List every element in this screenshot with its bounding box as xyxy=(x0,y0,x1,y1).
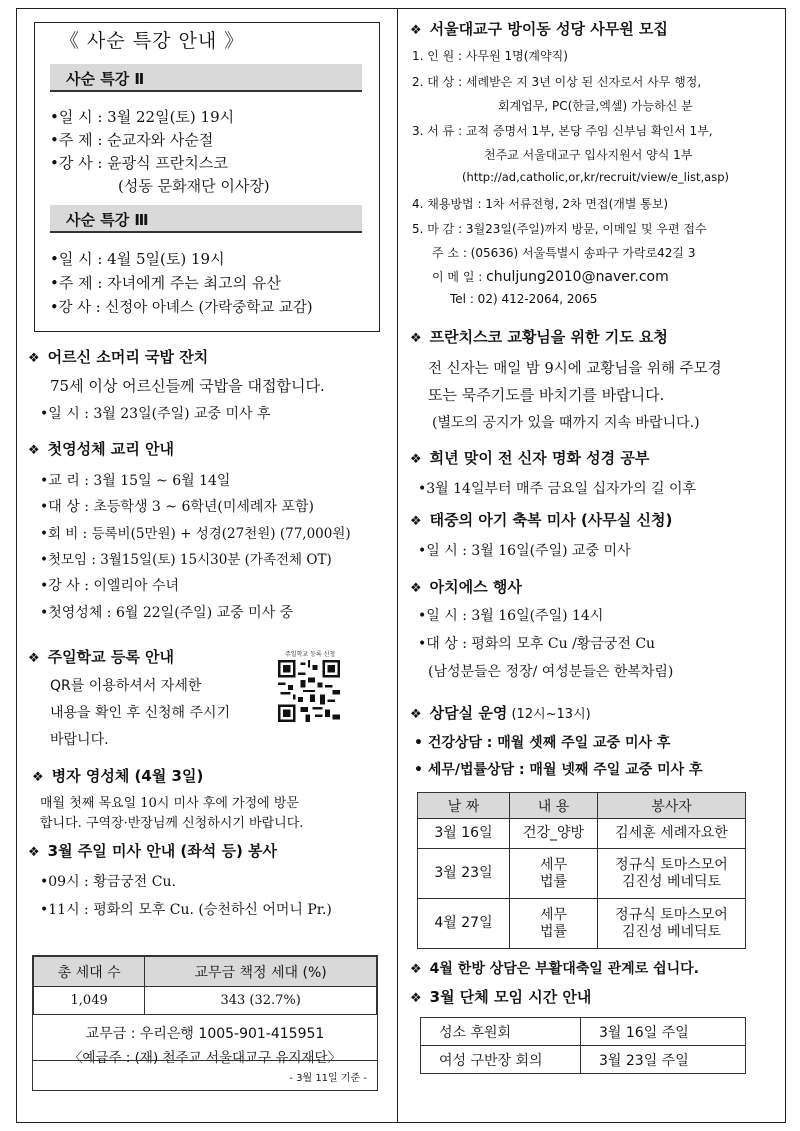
table-cell: 4월 27일 xyxy=(418,899,510,949)
recruit-email-row: 이 메 일 : chuljung2010@naver.com xyxy=(432,269,669,285)
qr-code-icon[interactable] xyxy=(274,660,344,722)
lecture-3-date: •일 시 : 4월 5일(토) 19시 xyxy=(50,250,225,268)
table-cell: 세무 법률 xyxy=(510,849,598,899)
sunday-school-heading: ❖ 주일학교 등록 안내 xyxy=(28,648,175,666)
diamond-bullet-icon: ❖ xyxy=(28,651,40,666)
counsel-heading: ❖ 상담실 운영 (12시~13시) xyxy=(410,704,591,722)
baby-blessing-heading: ❖ 태중의 아기 축복 미사 (사무실 신청) xyxy=(410,511,673,529)
lecture-2-date: •일 시 : 3월 22일(토) 19시 xyxy=(50,108,235,126)
table-row xyxy=(421,1046,746,1074)
table-row xyxy=(418,819,746,849)
table-cell: 3월 16일 주일 xyxy=(581,1018,746,1046)
acies-heading: ❖ 아치에스 행사 xyxy=(410,578,522,596)
table-cell: 여성 구반장 회의 xyxy=(421,1046,581,1074)
sunday-school-line2: 내용을 확인 후 신청해 주시기 xyxy=(50,705,231,721)
first-communion-item: •대 상 : 초등학생 3 ~ 6학년(미세례자 포함) xyxy=(40,499,314,515)
recruit-line: 5. 마 감 : 3월23일(주일)까지 방문, 이메일 및 우편 접수 xyxy=(412,222,707,236)
elder-meal-heading: ❖ 어르신 소머리 국밥 잔치 xyxy=(28,348,209,366)
qr-caption: 주일학교 등록 신청 xyxy=(285,651,336,658)
lecture-2-topic: •주 제 : 순교자와 사순절 xyxy=(50,131,214,149)
table-cell: 건강_양방 xyxy=(510,819,598,849)
diamond-bullet-icon: ❖ xyxy=(28,351,40,366)
acies-line3: (남성분들은 정장/ 여성분들은 한복차림) xyxy=(428,664,674,680)
pope-prayer-line2: 또는 묵주기도를 바치기를 바랍니다. xyxy=(428,386,665,404)
diamond-bullet-icon: ❖ xyxy=(28,845,40,860)
recruit-tel: Tel : 02) 412-2064, 2065 xyxy=(450,292,598,306)
elder-meal-line2: •일 시 : 3월 23일(주일) 교중 미사 후 xyxy=(40,406,271,422)
lecture-3-heading: 사순 특강 Ⅲ xyxy=(50,205,362,233)
diamond-bullet-icon: ❖ xyxy=(28,443,40,458)
lecture-title: 《 사순 특강 안내 》 xyxy=(60,30,245,52)
pope-prayer-line1: 전 신자는 매일 밤 9시에 교황님을 위해 주모경 xyxy=(428,361,722,377)
elder-meal-line1: 75세 이상 어르신들께 국밥을 대접합니다. xyxy=(50,377,325,395)
contribution-table xyxy=(32,955,378,1091)
recruit-line: 2. 대 상 : 세례받은 지 3년 이상 된 신자로서 사무 행정, xyxy=(412,75,702,89)
groups-table xyxy=(420,1017,746,1074)
table-cell: 3월 23일 주일 xyxy=(581,1046,746,1074)
recruit-line: 천주교 서울대교구 입사지원서 양식 1부 xyxy=(484,148,693,162)
counsel-note: ❖ 4월 한방 상담은 부활대축일 관계로 쉽니다. xyxy=(410,961,699,977)
table-row xyxy=(421,1018,746,1046)
sick-communion-line1: 매월 첫째 목요일 10시 미사 후에 가정에 방문 xyxy=(40,796,299,811)
table-header: 봉사자 xyxy=(598,793,746,819)
acies-line2: •대 상 : 평화의 모후 Cu /황금궁전 Cu xyxy=(418,636,656,652)
bank-account: 교무금 : 우리은행 1005-901-415951 xyxy=(85,1026,325,1042)
meditation-heading: ❖ 희년 맞이 전 신자 명화 성경 공부 xyxy=(410,449,650,467)
diamond-bullet-icon: ❖ xyxy=(410,23,422,38)
diamond-bullet-icon: ❖ xyxy=(410,581,422,596)
baby-blessing-line1: •일 시 : 3월 16일(주일) 교중 미사 xyxy=(418,543,631,559)
recruit-line: 주 소 : (05636) 서울특별시 송파구 가락로42길 3 xyxy=(432,246,696,260)
date-note: - 3월 11일 기준 - xyxy=(289,1073,367,1084)
diamond-bullet-icon: ❖ xyxy=(410,962,422,977)
lecture-3-topic: •주 제 : 자녀에게 주는 최고의 유산 xyxy=(50,274,281,292)
table-cell: 김세훈 세례자요한 xyxy=(598,819,746,849)
table-cell: 성소 후원회 xyxy=(421,1018,581,1046)
first-communion-item: •첫영성체 : 6월 22일(주일) 교중 미사 중 xyxy=(40,605,294,621)
column-divider xyxy=(397,8,398,1123)
table-cell: 1,049 xyxy=(34,987,145,1015)
mass-line2: •11시 : 평화의 모후 Cu. (승천하신 어머니 Pr.) xyxy=(40,902,332,918)
recruit-email[interactable]: chuljung2010@naver.com xyxy=(486,269,669,285)
sunday-school-line3: 바랍니다. xyxy=(50,732,109,748)
diamond-bullet-icon: ❖ xyxy=(410,452,422,467)
recruit-line: 회계업무, PC(한글,엑셀) 가능하신 분 xyxy=(498,99,693,113)
mass-heading: ❖ 3월 주일 미사 안내 (좌석 등) 봉사 xyxy=(28,842,278,860)
diamond-bullet-icon: ❖ xyxy=(410,331,422,346)
counsel-line2: • 세무/법률상담 : 매월 넷째 주일 교중 미사 후 xyxy=(414,762,703,778)
lecture-2-speaker-note: (성동 문화재단 이사장) xyxy=(118,177,270,195)
table-cell: 3월 16일 xyxy=(418,819,510,849)
table-cell: 정규식 토마스모어 김진성 베네딕토 xyxy=(598,849,746,899)
counsel-line1: • 건강상담 : 매월 셋째 주일 교중 미사 후 xyxy=(414,735,671,751)
sick-communion-line2: 합니다. 구역장·반장님께 신청하시기 바랍니다. xyxy=(40,816,304,831)
acies-line1: •일 시 : 3월 16일(주일) 14시 xyxy=(418,608,604,624)
pope-prayer-line3: (별도의 공지가 있을 때까지 지속 바랍니다.) xyxy=(432,415,700,431)
recruit-line: 1. 인 원 : 사무원 1명(계약직) xyxy=(412,49,568,63)
table-header: 총 세대 수 xyxy=(34,957,145,987)
table-header: 내 용 xyxy=(510,793,598,819)
account-holder: 〈예금주 : (재) 천주교 서울대교구 유지재단〉 xyxy=(68,1050,342,1066)
table-header: 날 짜 xyxy=(418,793,510,819)
lecture-2-heading: 사순 특강 Ⅱ xyxy=(50,64,362,92)
lecture-2-speaker: •강 사 : 윤광식 프란치스코 xyxy=(50,154,228,172)
diamond-bullet-icon: ❖ xyxy=(410,707,422,722)
table-row xyxy=(418,849,746,899)
diamond-bullet-icon: ❖ xyxy=(410,991,422,1006)
first-communion-heading: ❖ 첫영성체 교리 안내 xyxy=(28,440,175,458)
table-header: 교무금 책정 세대 (%) xyxy=(145,957,377,987)
recruit-heading: ❖ 서울대교구 방이동 성당 사무원 모집 xyxy=(410,20,668,38)
first-communion-item: •교 리 : 3월 15일 ~ 6월 14일 xyxy=(40,473,231,489)
meditation-line1: •3월 14일부터 매주 금요일 십자가의 길 이후 xyxy=(418,481,697,497)
diamond-bullet-icon: ❖ xyxy=(410,514,422,529)
recruit-url[interactable]: (http://ad,catholic,or,kr/recruit/view/e_list,asp) xyxy=(462,170,729,184)
table-cell: 세무 법률 xyxy=(510,899,598,949)
mass-line1: •09시 : 황금궁전 Cu. xyxy=(40,874,176,890)
table-cell: 정규식 토마스모어 김진성 베네딕토 xyxy=(598,899,746,949)
table-cell: 343 (32.7%) xyxy=(145,987,377,1015)
counsel-table xyxy=(417,792,746,949)
sunday-school-line1: QR를 이용하셔서 자세한 xyxy=(50,678,202,694)
lecture-3-speaker: •강 사 : 신정아 아녜스 (가락중학교 교감) xyxy=(50,300,313,316)
first-communion-item: •강 사 : 이엘리아 수녀 xyxy=(40,578,179,594)
diamond-bullet-icon: ❖ xyxy=(32,770,44,785)
first-communion-item: •첫모임 : 3월15일(토) 15시30분 (가족전체 OT) xyxy=(40,552,332,568)
groups-heading: ❖ 3월 단체 모임 시간 안내 xyxy=(410,988,592,1006)
first-communion-item: •회 비 : 등록비(5만원) + 성경(27천원) (77,000원) xyxy=(40,526,351,542)
pope-prayer-heading: ❖ 프란치스코 교황님을 위한 기도 요청 xyxy=(410,328,668,346)
recruit-line: 3. 서 류 : 교적 증명서 1부, 본당 주임 신부님 확인서 1부, xyxy=(412,124,713,138)
recruit-line: 4. 채용방법 : 1차 서류전형, 2차 면접(개별 통보) xyxy=(412,197,669,211)
table-cell: 3월 23일 xyxy=(418,849,510,899)
sick-communion-heading: ❖ 병자 영성체 (4월 3일) xyxy=(32,767,204,785)
table-row xyxy=(418,899,746,949)
